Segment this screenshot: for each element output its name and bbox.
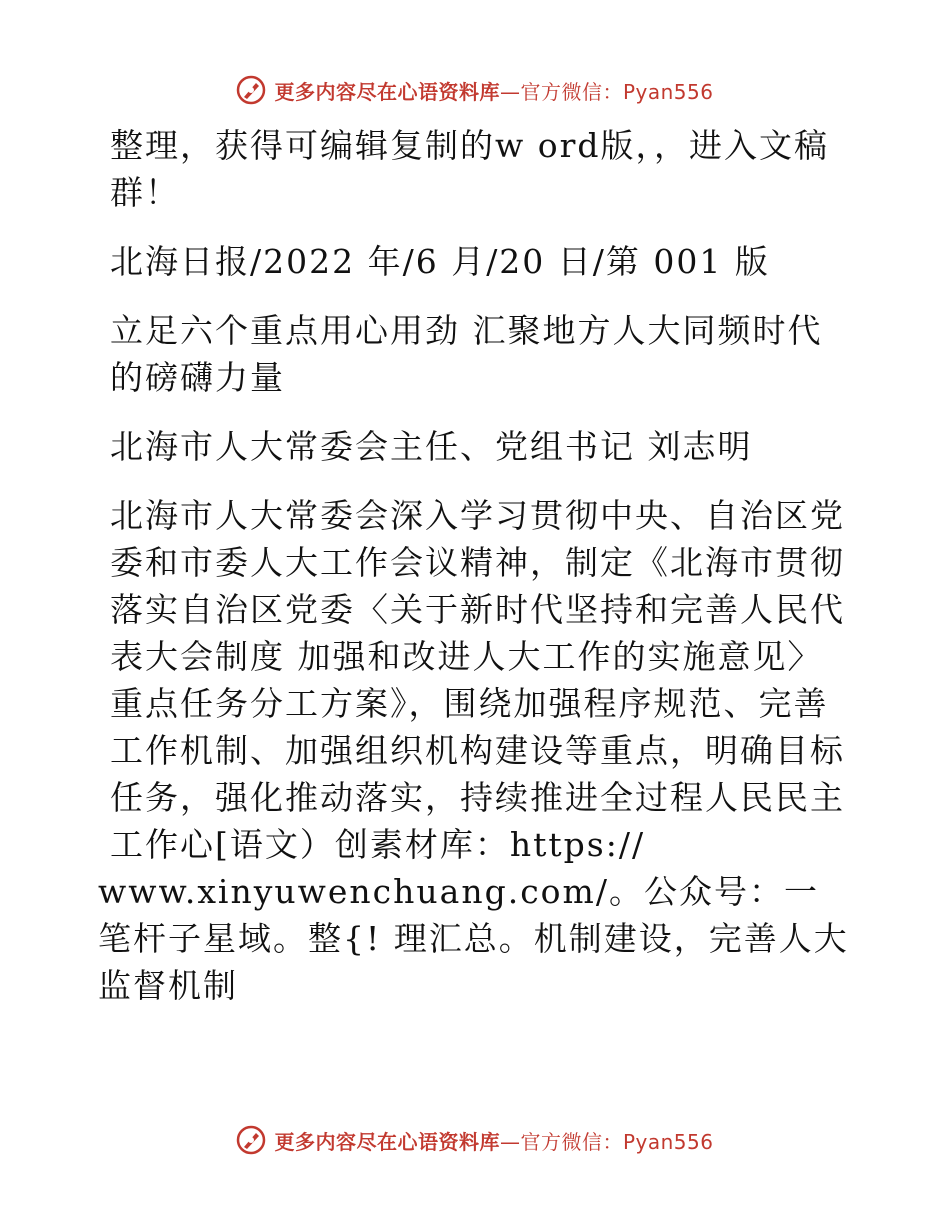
watermark-brand: 更多内容尽在心语资料库 bbox=[274, 1129, 500, 1154]
watermark-wechat: 官方微信：Pyan556 bbox=[520, 79, 714, 104]
paragraph-body: 北海市人大常委会深入学习贯彻中央、自治区党委和市委人大工作会议精神，制定《北海市贯彻落实自治区党委〈关于新时代坚持和完善人民代表大会制度 加强和改进人大工作的实施意见〉重点任务分工方案》，围绕加强程序规范、完善工作机制、加强组织机构建设等重点，明确目标任务，强化推动落实，持续推进全过程人民民主工作心[语文）创素材库：https:// bbox=[110, 496, 845, 864]
watermark-text bbox=[274, 76, 713, 105]
watermark-footer bbox=[0, 1120, 950, 1160]
watermark-text bbox=[274, 1126, 713, 1155]
watermark-brand: 更多内容尽在心语资料库 bbox=[274, 79, 500, 104]
watermark-dash: — bbox=[499, 1129, 521, 1154]
watermark-dash: — bbox=[499, 79, 521, 104]
watermark-wechat: 官方微信：Pyan556 bbox=[520, 1129, 714, 1154]
document-body bbox=[98, 122, 853, 1009]
paragraph-intro: 整理，获得可编辑复制的w ord版，，进入文稿群！ bbox=[110, 126, 830, 212]
paragraph-source-line: 北海日报/2022 年/6 月/20 日/第 001 版 bbox=[110, 242, 770, 281]
paragraph-author: 北海市人大常委会主任、党组书记 刘志明 bbox=[110, 427, 753, 466]
paragraph-body-continued: www.xinyuwenchuang.com/。公众号：一笔杆子星域。整{! 理汇总。机制建设，完善人大监督机制 bbox=[98, 872, 849, 1005]
paragraph-headline: 立足六个重点用心用劲 汇聚地方人大同频时代的磅礴力量 bbox=[110, 311, 823, 397]
watermark-header bbox=[0, 70, 950, 110]
quill-logo-icon bbox=[236, 75, 266, 105]
quill-logo-icon bbox=[236, 1125, 266, 1155]
